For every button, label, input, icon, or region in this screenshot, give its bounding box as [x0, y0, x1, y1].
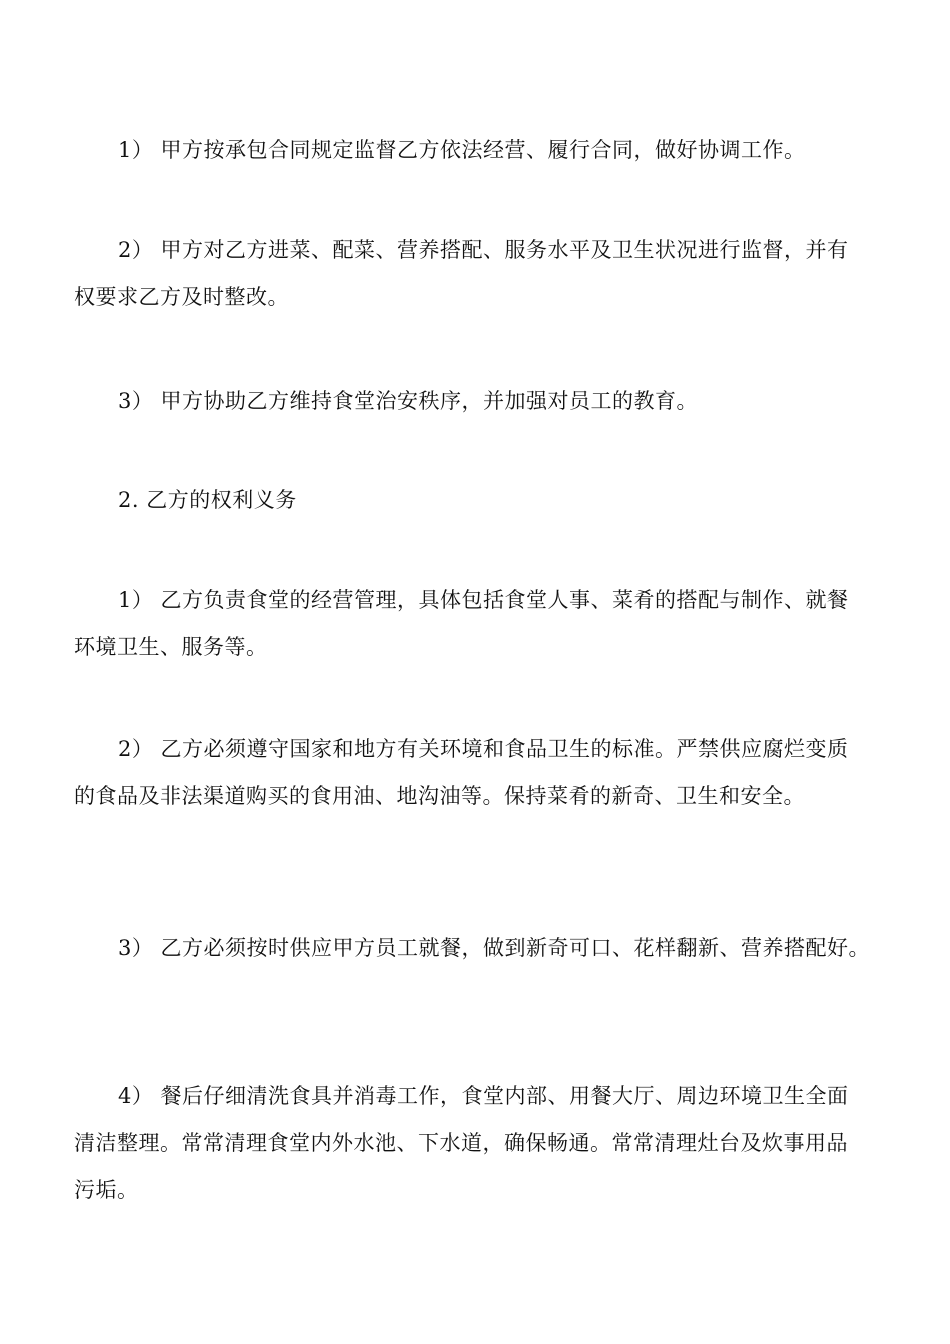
- paragraph-line: 的食品及非法渠道购买的食用油、地沟油等。保持菜肴的新奇、卫生和安全。: [74, 784, 805, 808]
- paragraph-yi-2: [74, 726, 878, 820]
- paragraph-line: 2） 甲方对乙方进菜、配菜、营养搭配、服务水平及卫生状况进行监督，并有: [118, 238, 849, 262]
- paragraph-line: 权要求乙方及时整改。: [74, 285, 289, 309]
- section-heading: [74, 477, 878, 524]
- paragraph-line: 3） 乙方必须按时供应甲方员工就餐，做到新奇可口、花样翻新、营养搭配好。: [118, 936, 871, 960]
- paragraph-line: 3） 甲方协助乙方维持食堂治安秩序，并加强对员工的教育。: [118, 389, 699, 413]
- paragraph-line: 污垢。: [74, 1178, 139, 1202]
- section-heading-text: 2. 乙方的权利义务: [118, 488, 297, 512]
- paragraph-jia-2: [74, 227, 878, 321]
- paragraph-line: 4） 餐后仔细清洗食具并消毒工作，食堂内部、用餐大厅、周边环境卫生全面: [118, 1084, 849, 1108]
- paragraph-yi-3: [74, 925, 878, 972]
- paragraph-line: 环境卫生、服务等。: [74, 635, 268, 659]
- paragraph-jia-3: [74, 378, 878, 425]
- paragraph-yi-4: [74, 1073, 878, 1214]
- paragraph-yi-1: [74, 577, 878, 671]
- paragraph-jia-1: [74, 127, 878, 174]
- paragraph-line: 清洁整理。常常清理食堂内外水池、下水道，确保畅通。常常清理灶台及炊事用品: [74, 1131, 848, 1155]
- paragraph-line: 1） 甲方按承包合同规定监督乙方依法经营、履行合同，做好协调工作。: [118, 138, 806, 162]
- paragraph-line: 1） 乙方负责食堂的经营管理，具体包括食堂人事、菜肴的搭配与制作、就餐: [118, 588, 849, 612]
- paragraph-line: 2） 乙方必须遵守国家和地方有关环境和食品卫生的标准。严禁供应腐烂变质: [118, 737, 849, 761]
